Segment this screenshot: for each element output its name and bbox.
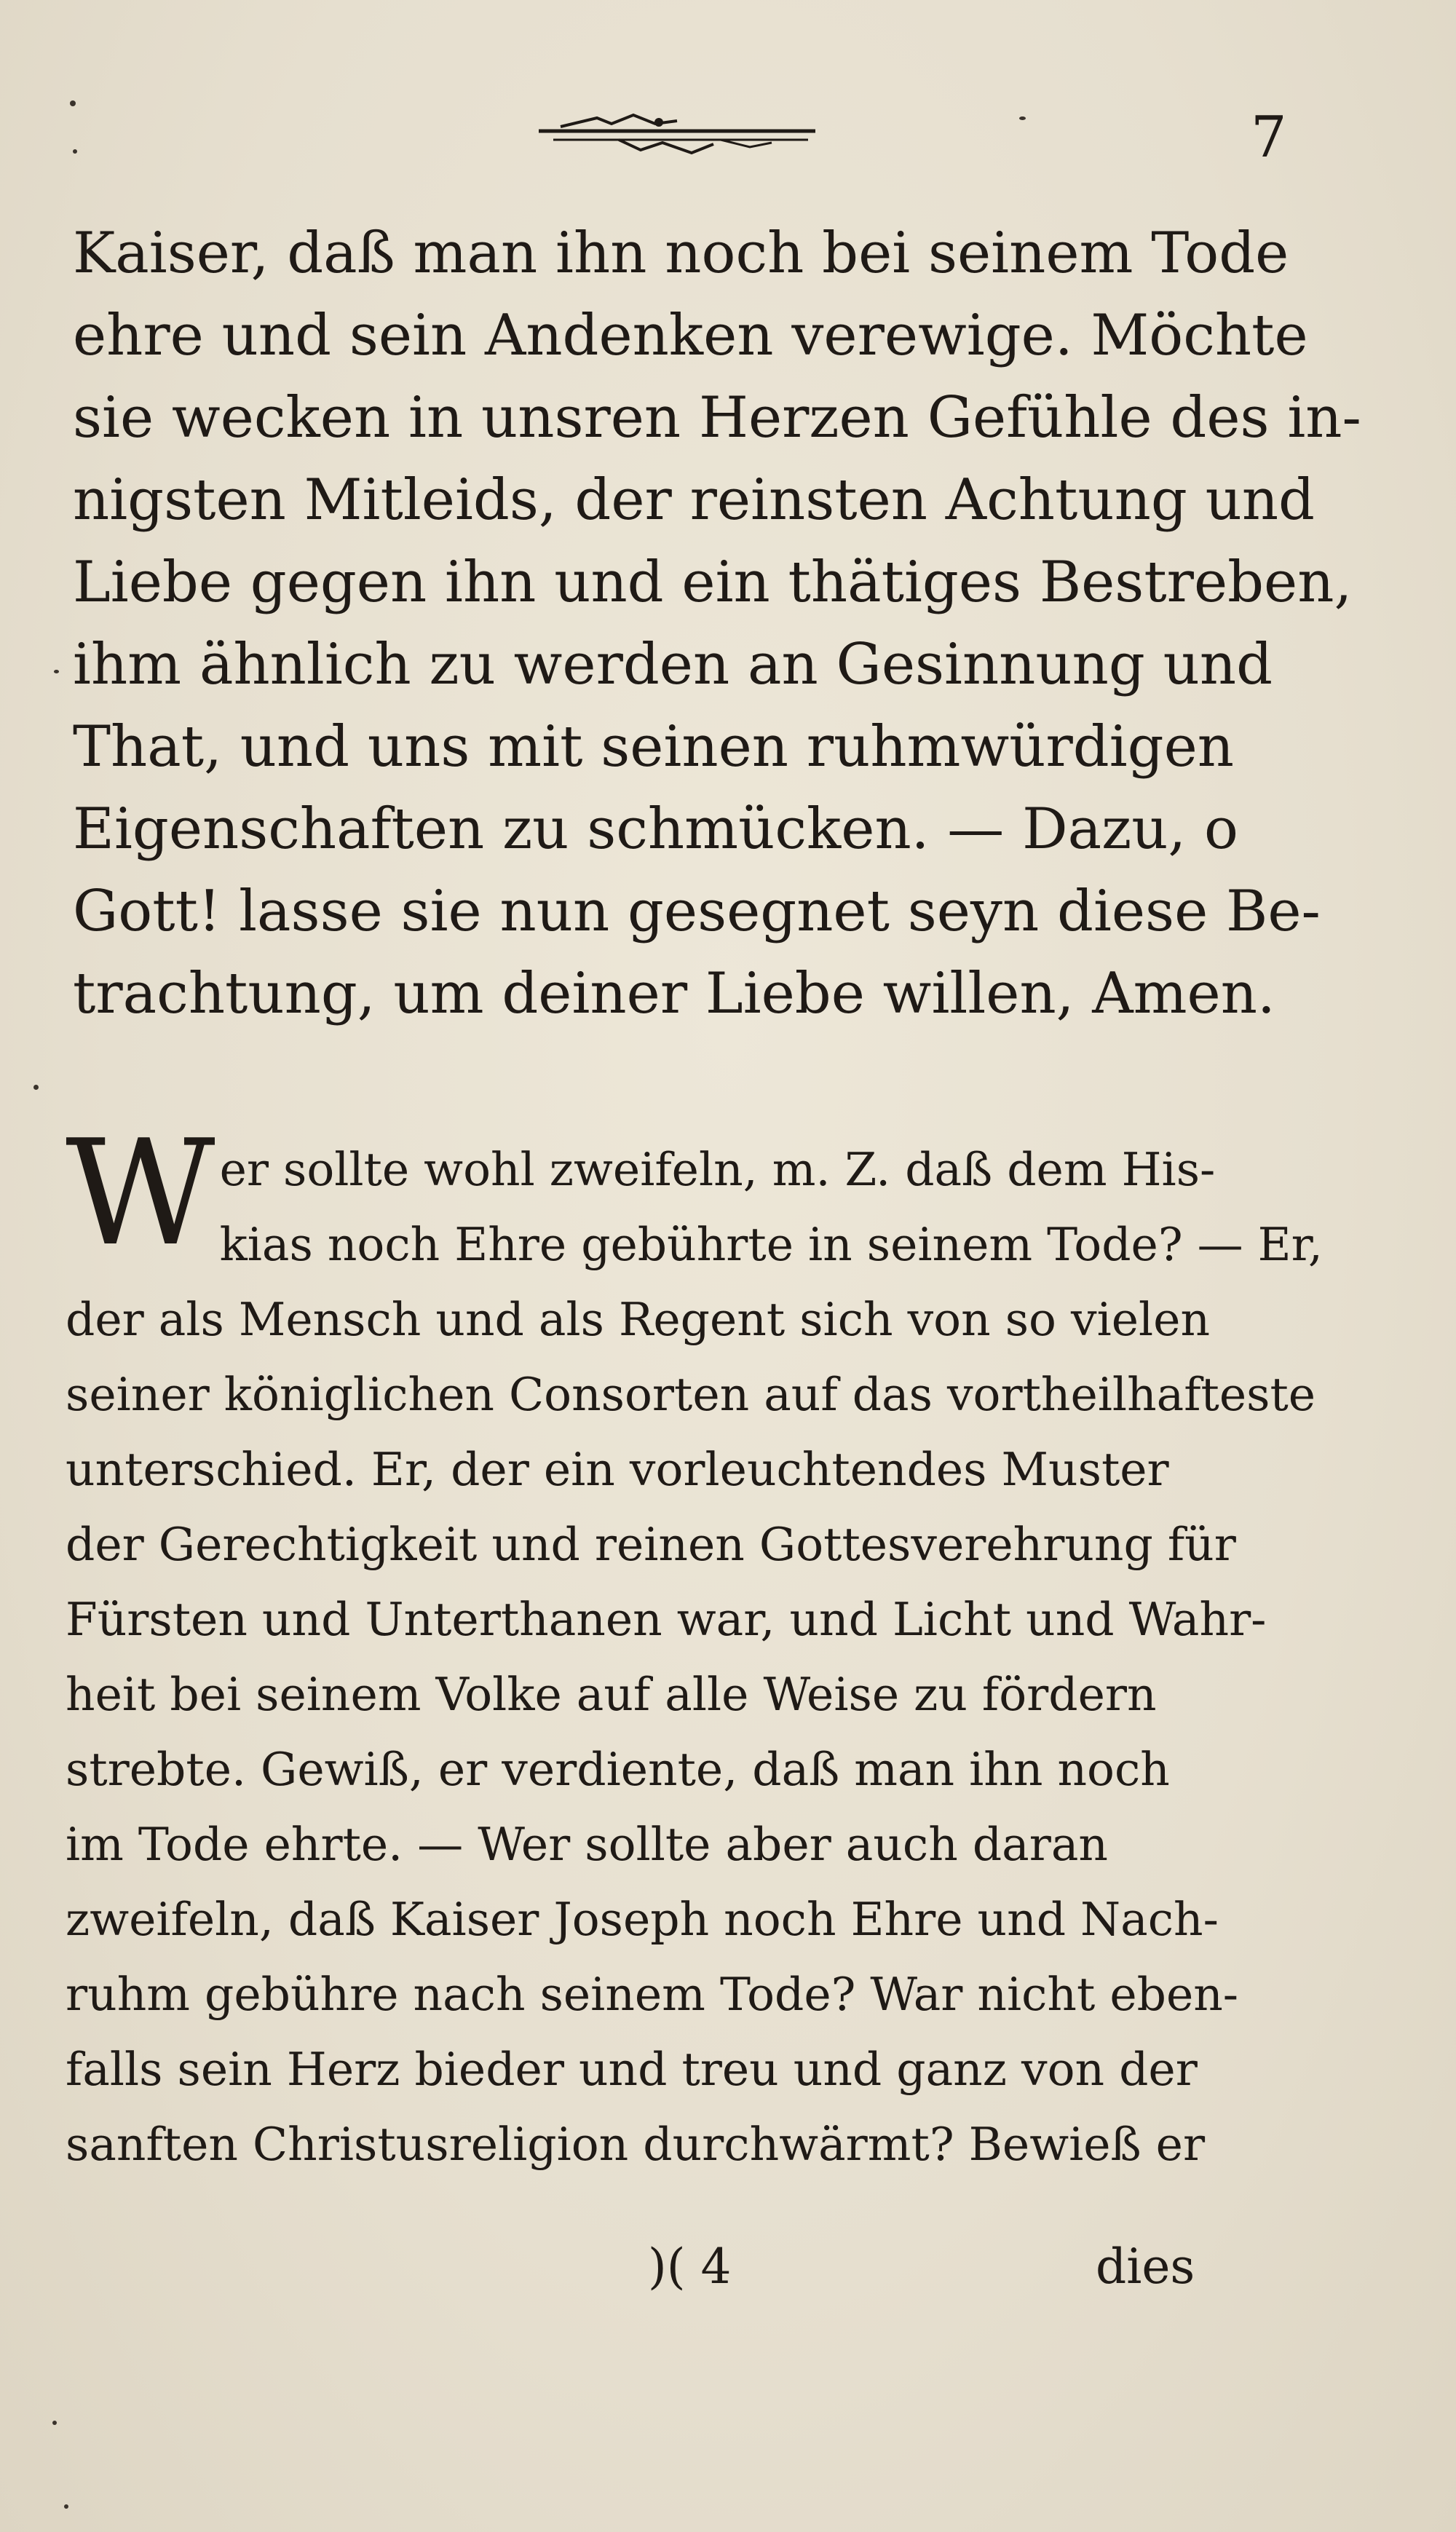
text-line: Eigenschaften zu schmücken. — Dazu, o — [73, 796, 1238, 862]
paper-speck — [70, 100, 76, 106]
text-line: unterschied. Er, der ein vorleuchtendes Muster — [66, 1443, 1169, 1496]
signature-mark: )( 4 — [648, 2239, 732, 2295]
paragraph-2 — [66, 1109, 1323, 2182]
text-line: er sollte wohl zweifeln, m. Z. daß dem His- — [219, 1143, 1216, 1196]
paragraph-1 — [73, 213, 1361, 1035]
text-line: falls sein Herz bieder und treu und ganz von der — [66, 2043, 1198, 2096]
text-line: sanften Christusreligion durchwärmt? Bewieß er — [66, 2118, 1206, 2171]
text-line: der Gerechtigkeit und reinen Gottesverehrung für — [66, 1518, 1236, 1571]
text-line: heit bei seinem Volke auf alle Weise zu fördern — [66, 1668, 1157, 1721]
text-line: ehre und sein Andenken verewige. Möchte — [73, 303, 1308, 368]
paper-speck — [1019, 116, 1026, 120]
paper-speck — [64, 2504, 68, 2509]
page-number: 7 — [1251, 105, 1287, 170]
paper-speck — [52, 2421, 57, 2425]
text-line: ruhm gebühre nach seinem Tode? War nicht eben- — [66, 1968, 1239, 2021]
drop-cap-initial: W — [66, 1109, 215, 1278]
text-line: trachtung, um deiner Liebe willen, Amen. — [73, 961, 1275, 1026]
text-line: That, und uns mit seinen ruhmwürdigen — [73, 714, 1235, 780]
paper-speck — [54, 670, 59, 673]
text-line: im Tode ehrte. — Wer sollte aber auch daran — [66, 1818, 1108, 1871]
text-line: zweifeln, daß Kaiser Joseph noch Ehre und Nach- — [66, 1893, 1219, 1946]
catchword: dies — [1096, 2239, 1195, 2295]
text-line: seiner königlichen Consorten auf das vortheilhafteste — [66, 1368, 1316, 1421]
text-line: der als Mensch und als Regent sich von so vielen — [66, 1293, 1211, 1346]
text-line: sie wecken in unsren Herzen Gefühle des in- — [73, 385, 1361, 451]
text-line: Kaiser, daß man ihn noch bei seinem Tode — [73, 221, 1289, 286]
text-line: ihm ähnlich zu werden an Gesinnung und — [73, 632, 1273, 697]
paper-speck — [73, 149, 77, 154]
paper-speck — [33, 1085, 39, 1090]
text-line: kias noch Ehre gebührte in seinem Tode? — Er, — [219, 1218, 1323, 1271]
decorative-rule-ornament-icon — [531, 102, 823, 160]
text-line: nigsten Mitleids, der reinsten Achtung und — [73, 467, 1315, 533]
text-line: strebte. Gewiß, er verdiente, daß man ihn noch — [66, 1743, 1170, 1796]
text-line: Fürsten und Unterthanen war, und Licht und Wahr- — [66, 1593, 1267, 1646]
text-line: Gott! lasse sie nun gesegnet seyn diese Be- — [73, 879, 1321, 944]
text-line: Liebe gegen ihn und ein thätiges Bestreben, — [73, 550, 1353, 615]
